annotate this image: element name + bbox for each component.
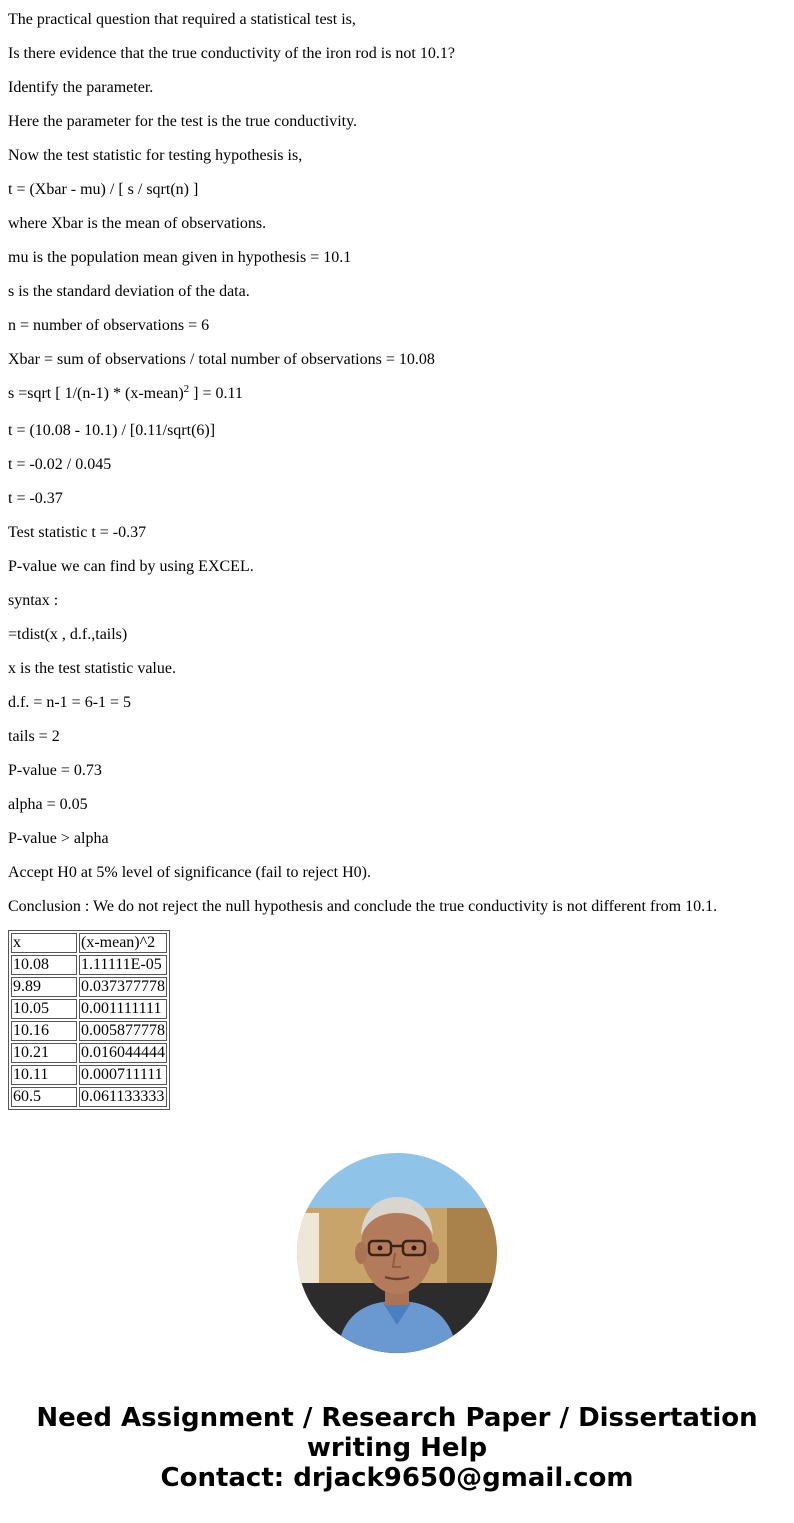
cell-sq-dev: 0.000711111: [79, 1065, 167, 1085]
formula-result: ] = 0.11: [189, 385, 243, 402]
cell-x: 10.08: [11, 955, 77, 975]
text-line: tails = 2: [8, 728, 60, 745]
table-row: [11, 1021, 167, 1041]
cell-sq-dev: 0.061133333: [79, 1087, 167, 1107]
table-row: [11, 977, 167, 997]
cell-sq-dev: 0.016044444: [81, 1044, 165, 1061]
formula-exponent: 2: [183, 383, 190, 395]
formula-text: s =sqrt [ 1/(n-1) * (x-mean): [8, 385, 184, 402]
table-row: [11, 1043, 167, 1063]
text-line: P-value we can find by using EXCEL.: [8, 558, 254, 575]
cell-x: 10.16: [11, 1021, 77, 1041]
text-line: d.f. = n-1 = 6-1 = 5: [8, 694, 132, 711]
text-line: Identify the parameter.: [8, 79, 154, 96]
std-dev-formula: [8, 374, 786, 411]
avatar-illustration: [297, 1153, 497, 1353]
text-line: P-value > alpha: [8, 830, 109, 847]
author-avatar: [297, 1153, 497, 1353]
table-row: [11, 1087, 167, 1107]
promo-line-2: writing Help: [306, 1433, 488, 1463]
cell-x: 10.21: [11, 1043, 77, 1063]
text-line: t = (10.08 - 10.1) / [0.11/sqrt(6)]: [8, 422, 216, 439]
cell-x: 60.5: [11, 1087, 77, 1107]
cell-sq-dev: 1.11111E-05: [79, 955, 167, 975]
text-line: s is the standard deviation of the data.: [8, 283, 250, 300]
text-line: x is the test statistic value.: [8, 660, 176, 677]
text-line: t = -0.02 / 0.045: [8, 456, 112, 473]
text-line: Now the test statistic for testing hypothesis is,: [8, 147, 303, 164]
text-line: Accept H0 at 5% level of significance (fail to reject H0).: [8, 864, 371, 881]
table-header-row: [11, 933, 167, 953]
table-row: [11, 1065, 167, 1085]
text-line: where Xbar is the mean of observations.: [8, 215, 267, 232]
text-line: Test statistic t = -0.37: [8, 524, 147, 541]
text-line: P-value = 0.73: [8, 762, 102, 779]
text-line: n = number of observations = 6: [8, 317, 210, 334]
text-line: alpha = 0.05: [8, 796, 88, 813]
calculation-table: [8, 930, 170, 1110]
text-line: syntax :: [8, 592, 59, 609]
cell-x: 10.05: [11, 999, 77, 1019]
text-line: Xbar = sum of observations / total number of observations = 10.08: [8, 351, 435, 368]
text-line: The practical question that required a statistical test is,: [8, 11, 356, 28]
text-line: Is there evidence that the true conductivity of the iron rod is not 10.1?: [8, 45, 455, 62]
header-cell-x: x: [11, 933, 77, 953]
cell-x: 9.89: [11, 977, 77, 997]
promo-banner: [0, 1403, 794, 1493]
text-line: Here the parameter for the test is the true conductivity.: [8, 113, 358, 130]
cell-x: 10.11: [11, 1065, 77, 1085]
text-line: t = -0.37: [8, 490, 63, 507]
promo-contact: Contact: drjack9650@gmail.com: [160, 1463, 634, 1493]
cell-sq-dev: 0.005877778: [81, 1022, 165, 1039]
text-line: =tdist(x , d.f.,tails): [8, 626, 128, 643]
text-line: t = (Xbar - mu) / [ s / sqrt(n) ]: [8, 181, 199, 198]
conclusion-line: Conclusion : We do not reject the null hypothesis and conclude the true conductivity is not different from 10.1.: [8, 898, 718, 915]
table-row: [11, 955, 167, 975]
table-row: [11, 999, 167, 1019]
header-cell-sq-dev: (x-mean)^2: [79, 933, 167, 953]
text-line: mu is the population mean given in hypothesis = 10.1: [8, 249, 352, 266]
promo-line-1: Need Assignment / Research Paper / Dissertation: [36, 1403, 758, 1433]
cell-sq-dev: 0.001111111: [79, 999, 167, 1019]
cell-sq-dev: 0.037377778: [81, 978, 165, 995]
